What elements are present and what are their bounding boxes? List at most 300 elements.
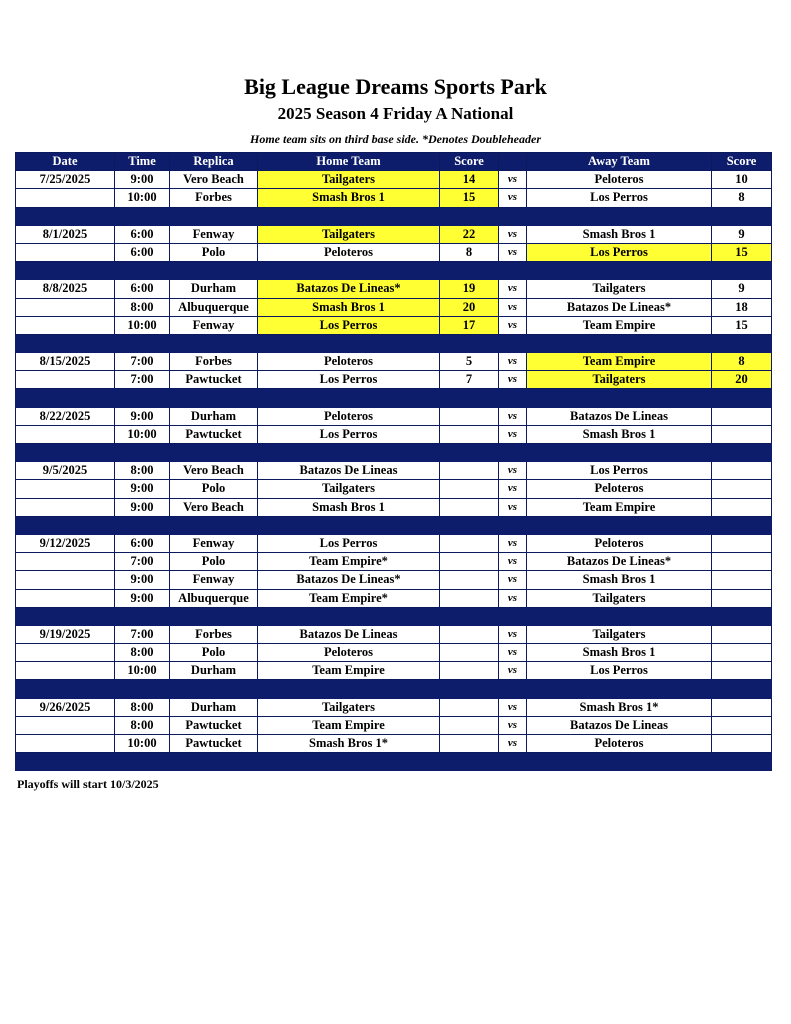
home-team-cell: Team Empire [258, 662, 440, 680]
separator-cell [499, 444, 527, 462]
away-team-cell: Peloteros [527, 534, 712, 552]
away-score-cell [712, 480, 772, 498]
separator-cell [16, 444, 115, 462]
time-cell: 7:00 [115, 353, 170, 371]
separator-cell [499, 207, 527, 225]
separator-cell [499, 753, 527, 771]
table-row [16, 316, 772, 334]
home-team-cell: Batazos De Lineas* [258, 280, 440, 298]
home-team-cell: Batazos De Lineas* [258, 571, 440, 589]
date-cell: 9/12/2025 [16, 534, 115, 552]
home-team-cell: Tailgaters [258, 171, 440, 189]
home-team-cell: Team Empire [258, 716, 440, 734]
away-team-cell: Tailgaters [527, 625, 712, 643]
playoffs-note: Playoffs will start 10/3/2025 [17, 777, 159, 791]
separator-cell [712, 680, 772, 698]
vs-cell: vs [499, 316, 527, 334]
separator-cell [115, 680, 170, 698]
away-score-cell: 18 [712, 298, 772, 316]
away-team-cell: Team Empire [527, 353, 712, 371]
table-row [16, 462, 772, 480]
vs-cell: vs [499, 553, 527, 571]
date-cell [16, 298, 115, 316]
week-separator [16, 680, 772, 698]
vs-cell: vs [499, 225, 527, 243]
separator-cell [16, 207, 115, 225]
time-cell: 9:00 [115, 407, 170, 425]
replica-cell: Forbes [170, 189, 258, 207]
away-score-cell [712, 534, 772, 552]
vs-cell: vs [499, 425, 527, 443]
time-cell: 6:00 [115, 243, 170, 261]
time-cell: 9:00 [115, 480, 170, 498]
table-row [16, 644, 772, 662]
vs-cell: vs [499, 644, 527, 662]
home-score-cell [440, 462, 499, 480]
col-header-time: Time [115, 153, 170, 171]
away-score-cell [712, 571, 772, 589]
col-header-away-team: Away Team [527, 153, 712, 171]
date-cell [16, 480, 115, 498]
time-cell: 9:00 [115, 171, 170, 189]
away-team-cell: Los Perros [527, 662, 712, 680]
home-team-cell: Los Perros [258, 371, 440, 389]
vs-cell: vs [499, 498, 527, 516]
time-cell: 7:00 [115, 371, 170, 389]
replica-cell: Pawtucket [170, 425, 258, 443]
replica-cell: Forbes [170, 353, 258, 371]
away-score-cell [712, 498, 772, 516]
week-separator [16, 262, 772, 280]
replica-cell: Durham [170, 698, 258, 716]
home-team-cell: Peloteros [258, 243, 440, 261]
home-score-cell [440, 407, 499, 425]
time-cell: 8:00 [115, 716, 170, 734]
table-row [16, 662, 772, 680]
table-row [16, 371, 772, 389]
schedule-table [15, 152, 772, 771]
home-score-cell [440, 716, 499, 734]
separator-cell [440, 262, 499, 280]
date-cell: 8/8/2025 [16, 280, 115, 298]
away-score-cell: 15 [712, 243, 772, 261]
replica-cell: Forbes [170, 625, 258, 643]
date-cell [16, 644, 115, 662]
vs-cell: vs [499, 571, 527, 589]
date-cell [16, 498, 115, 516]
time-cell: 9:00 [115, 571, 170, 589]
date-cell [16, 316, 115, 334]
separator-cell [527, 207, 712, 225]
separator-cell [258, 680, 440, 698]
separator-cell [115, 607, 170, 625]
col-header-date: Date [16, 153, 115, 171]
vs-cell: vs [499, 480, 527, 498]
home-score-cell: 14 [440, 171, 499, 189]
replica-cell: Durham [170, 662, 258, 680]
week-separator [16, 207, 772, 225]
separator-cell [16, 680, 115, 698]
separator-cell [527, 334, 712, 352]
home-team-cell: Smash Bros 1 [258, 189, 440, 207]
table-row [16, 534, 772, 552]
page-title: Big League Dreams Sports Park [244, 74, 547, 99]
replica-cell: Pawtucket [170, 735, 258, 753]
separator-cell [499, 334, 527, 352]
away-score-cell: 8 [712, 189, 772, 207]
separator-cell [170, 516, 258, 534]
separator-cell [16, 753, 115, 771]
separator-cell [115, 262, 170, 280]
vs-cell: vs [499, 280, 527, 298]
home-team-cell: Batazos De Lineas [258, 625, 440, 643]
date-cell: 9/26/2025 [16, 698, 115, 716]
away-team-cell: Smash Bros 1 [527, 425, 712, 443]
away-team-cell: Batazos De Lineas [527, 716, 712, 734]
date-cell: 8/1/2025 [16, 225, 115, 243]
date-cell: 7/25/2025 [16, 171, 115, 189]
home-team-cell: Batazos De Lineas [258, 462, 440, 480]
time-cell: 10:00 [115, 316, 170, 334]
away-score-cell [712, 644, 772, 662]
away-score-cell [712, 553, 772, 571]
home-score-cell [440, 662, 499, 680]
date-cell [16, 571, 115, 589]
separator-cell [527, 444, 712, 462]
col-header-replica: Replica [170, 153, 258, 171]
week-separator [16, 444, 772, 462]
replica-cell: Polo [170, 644, 258, 662]
vs-cell: vs [499, 243, 527, 261]
away-team-cell: Peloteros [527, 480, 712, 498]
home-team-cell: Tailgaters [258, 225, 440, 243]
home-score-cell [440, 644, 499, 662]
separator-cell [499, 389, 527, 407]
time-cell: 9:00 [115, 498, 170, 516]
replica-cell: Polo [170, 480, 258, 498]
away-team-cell: Los Perros [527, 189, 712, 207]
away-team-cell: Los Perros [527, 462, 712, 480]
col-header-home-score: Score [440, 153, 499, 171]
away-team-cell: Los Perros [527, 243, 712, 261]
separator-cell [440, 389, 499, 407]
separator-cell [440, 516, 499, 534]
time-cell: 10:00 [115, 189, 170, 207]
vs-cell: vs [499, 716, 527, 734]
separator-cell [527, 753, 712, 771]
away-team-cell: Peloteros [527, 171, 712, 189]
time-cell: 8:00 [115, 698, 170, 716]
home-score-cell [440, 498, 499, 516]
replica-cell: Durham [170, 280, 258, 298]
away-score-cell [712, 662, 772, 680]
separator-cell [440, 444, 499, 462]
replica-cell: Fenway [170, 316, 258, 334]
time-cell: 6:00 [115, 280, 170, 298]
separator-cell [440, 207, 499, 225]
away-team-cell: Tailgaters [527, 371, 712, 389]
time-cell: 6:00 [115, 534, 170, 552]
away-team-cell: Team Empire [527, 498, 712, 516]
table-row [16, 480, 772, 498]
separator-cell [170, 607, 258, 625]
separator-cell [258, 444, 440, 462]
replica-cell: Fenway [170, 571, 258, 589]
vs-cell: vs [499, 625, 527, 643]
col-header-home-team: Home Team [258, 153, 440, 171]
replica-cell: Durham [170, 407, 258, 425]
away-score-cell: 20 [712, 371, 772, 389]
separator-cell [499, 262, 527, 280]
away-score-cell: 8 [712, 353, 772, 371]
table-row [16, 171, 772, 189]
home-team-cell: Peloteros [258, 644, 440, 662]
page-subtitle: 2025 Season 4 Friday A National [277, 104, 514, 123]
separator-cell [527, 516, 712, 534]
schedule-body [16, 171, 772, 771]
home-score-cell: 15 [440, 189, 499, 207]
vs-cell: vs [499, 589, 527, 607]
table-row [16, 716, 772, 734]
date-cell: 9/5/2025 [16, 462, 115, 480]
home-score-cell [440, 589, 499, 607]
table-header-row [16, 153, 772, 171]
separator-cell [712, 207, 772, 225]
table-row [16, 571, 772, 589]
separator-cell [258, 516, 440, 534]
date-cell [16, 716, 115, 734]
separator-cell [115, 753, 170, 771]
separator-cell [16, 262, 115, 280]
home-score-cell: 5 [440, 353, 499, 371]
away-team-cell: Peloteros [527, 735, 712, 753]
separator-cell [712, 334, 772, 352]
vs-cell: vs [499, 371, 527, 389]
home-score-cell [440, 534, 499, 552]
vs-cell: vs [499, 462, 527, 480]
away-score-cell: 10 [712, 171, 772, 189]
date-cell [16, 553, 115, 571]
table-row [16, 553, 772, 571]
separator-cell [170, 262, 258, 280]
home-team-cell: Los Perros [258, 425, 440, 443]
home-team-cell: Los Perros [258, 534, 440, 552]
date-cell [16, 735, 115, 753]
away-score-cell [712, 716, 772, 734]
separator-cell [115, 207, 170, 225]
separator-cell [170, 680, 258, 698]
table-row [16, 407, 772, 425]
away-score-cell: 9 [712, 280, 772, 298]
week-separator [16, 516, 772, 534]
table-row [16, 589, 772, 607]
replica-cell: Polo [170, 553, 258, 571]
vs-cell: vs [499, 735, 527, 753]
away-team-cell: Smash Bros 1* [527, 698, 712, 716]
separator-cell [16, 389, 115, 407]
away-team-cell: Tailgaters [527, 280, 712, 298]
replica-cell: Vero Beach [170, 498, 258, 516]
table-row [16, 189, 772, 207]
vs-cell: vs [499, 534, 527, 552]
table-row [16, 353, 772, 371]
time-cell: 10:00 [115, 425, 170, 443]
replica-cell: Fenway [170, 225, 258, 243]
home-score-cell [440, 625, 499, 643]
separator-cell [499, 516, 527, 534]
separator-cell [115, 516, 170, 534]
vs-cell: vs [499, 353, 527, 371]
away-team-cell: Smash Bros 1 [527, 644, 712, 662]
separator-cell [527, 389, 712, 407]
home-score-cell [440, 425, 499, 443]
table-row [16, 698, 772, 716]
separator-cell [712, 753, 772, 771]
home-team-cell: Tailgaters [258, 480, 440, 498]
separator-cell [712, 389, 772, 407]
separator-cell [712, 516, 772, 534]
home-score-cell [440, 553, 499, 571]
separator-cell [170, 389, 258, 407]
home-score-cell: 20 [440, 298, 499, 316]
home-team-cell: Team Empire* [258, 553, 440, 571]
table-row [16, 625, 772, 643]
vs-cell: vs [499, 189, 527, 207]
time-cell: 8:00 [115, 298, 170, 316]
away-team-cell: Batazos De Lineas* [527, 553, 712, 571]
time-cell: 10:00 [115, 662, 170, 680]
separator-cell [527, 607, 712, 625]
home-score-cell [440, 571, 499, 589]
home-score-cell [440, 480, 499, 498]
separator-cell [115, 334, 170, 352]
home-team-cell: Peloteros [258, 353, 440, 371]
date-cell: 9/19/2025 [16, 625, 115, 643]
time-cell: 7:00 [115, 625, 170, 643]
replica-cell: Vero Beach [170, 171, 258, 189]
vs-cell: vs [499, 698, 527, 716]
replica-cell: Pawtucket [170, 371, 258, 389]
away-team-cell: Batazos De Lineas* [527, 298, 712, 316]
date-cell: 8/15/2025 [16, 353, 115, 371]
away-score-cell [712, 425, 772, 443]
away-score-cell [712, 625, 772, 643]
home-team-cell: Los Perros [258, 316, 440, 334]
away-score-cell [712, 462, 772, 480]
separator-cell [258, 334, 440, 352]
away-score-cell: 9 [712, 225, 772, 243]
date-cell: 8/22/2025 [16, 407, 115, 425]
home-team-cell: Team Empire* [258, 589, 440, 607]
separator-cell [16, 607, 115, 625]
home-score-cell: 8 [440, 243, 499, 261]
date-cell [16, 189, 115, 207]
vs-cell: vs [499, 171, 527, 189]
separator-cell [258, 753, 440, 771]
separator-cell [712, 444, 772, 462]
date-cell [16, 371, 115, 389]
time-cell: 7:00 [115, 553, 170, 571]
separator-cell [115, 389, 170, 407]
separator-cell [712, 607, 772, 625]
home-team-cell: Smash Bros 1* [258, 735, 440, 753]
home-score-cell [440, 735, 499, 753]
separator-cell [499, 680, 527, 698]
home-team-cell: Tailgaters [258, 698, 440, 716]
replica-cell: Fenway [170, 534, 258, 552]
away-team-cell: Batazos De Lineas [527, 407, 712, 425]
time-cell: 10:00 [115, 735, 170, 753]
time-cell: 8:00 [115, 644, 170, 662]
separator-cell [170, 334, 258, 352]
away-team-cell: Smash Bros 1 [527, 571, 712, 589]
away-score-cell [712, 698, 772, 716]
date-cell [16, 589, 115, 607]
home-team-cell: Smash Bros 1 [258, 298, 440, 316]
table-row [16, 243, 772, 261]
home-team-cell: Smash Bros 1 [258, 498, 440, 516]
table-row [16, 280, 772, 298]
separator-cell [258, 207, 440, 225]
separator-cell [527, 680, 712, 698]
separator-cell [170, 444, 258, 462]
separator-cell [115, 444, 170, 462]
vs-cell: vs [499, 298, 527, 316]
time-cell: 8:00 [115, 462, 170, 480]
table-row [16, 225, 772, 243]
separator-cell [16, 334, 115, 352]
table-row [16, 498, 772, 516]
away-team-cell: Team Empire [527, 316, 712, 334]
separator-cell [499, 607, 527, 625]
time-cell: 9:00 [115, 589, 170, 607]
away-score-cell [712, 735, 772, 753]
away-team-cell: Tailgaters [527, 589, 712, 607]
table-row [16, 735, 772, 753]
separator-cell [440, 680, 499, 698]
separator-cell [440, 753, 499, 771]
home-score-cell: 22 [440, 225, 499, 243]
separator-cell [170, 753, 258, 771]
home-score-cell [440, 698, 499, 716]
separator-cell [527, 262, 712, 280]
home-team-cell: Peloteros [258, 407, 440, 425]
home-score-cell: 17 [440, 316, 499, 334]
col-header-vs [499, 153, 527, 171]
time-cell: 6:00 [115, 225, 170, 243]
week-separator [16, 753, 772, 771]
replica-cell: Polo [170, 243, 258, 261]
schedule-note: Home team sits on third base side. *Denotes Doubleheader [250, 132, 541, 146]
separator-cell [440, 607, 499, 625]
week-separator [16, 607, 772, 625]
replica-cell: Pawtucket [170, 716, 258, 734]
vs-cell: vs [499, 407, 527, 425]
replica-cell: Albuquerque [170, 298, 258, 316]
away-score-cell [712, 589, 772, 607]
separator-cell [258, 389, 440, 407]
replica-cell: Vero Beach [170, 462, 258, 480]
home-score-cell: 19 [440, 280, 499, 298]
replica-cell: Albuquerque [170, 589, 258, 607]
separator-cell [170, 207, 258, 225]
separator-cell [440, 334, 499, 352]
separator-cell [16, 516, 115, 534]
week-separator [16, 389, 772, 407]
col-header-away-score: Score [712, 153, 772, 171]
week-separator [16, 334, 772, 352]
table-row [16, 298, 772, 316]
